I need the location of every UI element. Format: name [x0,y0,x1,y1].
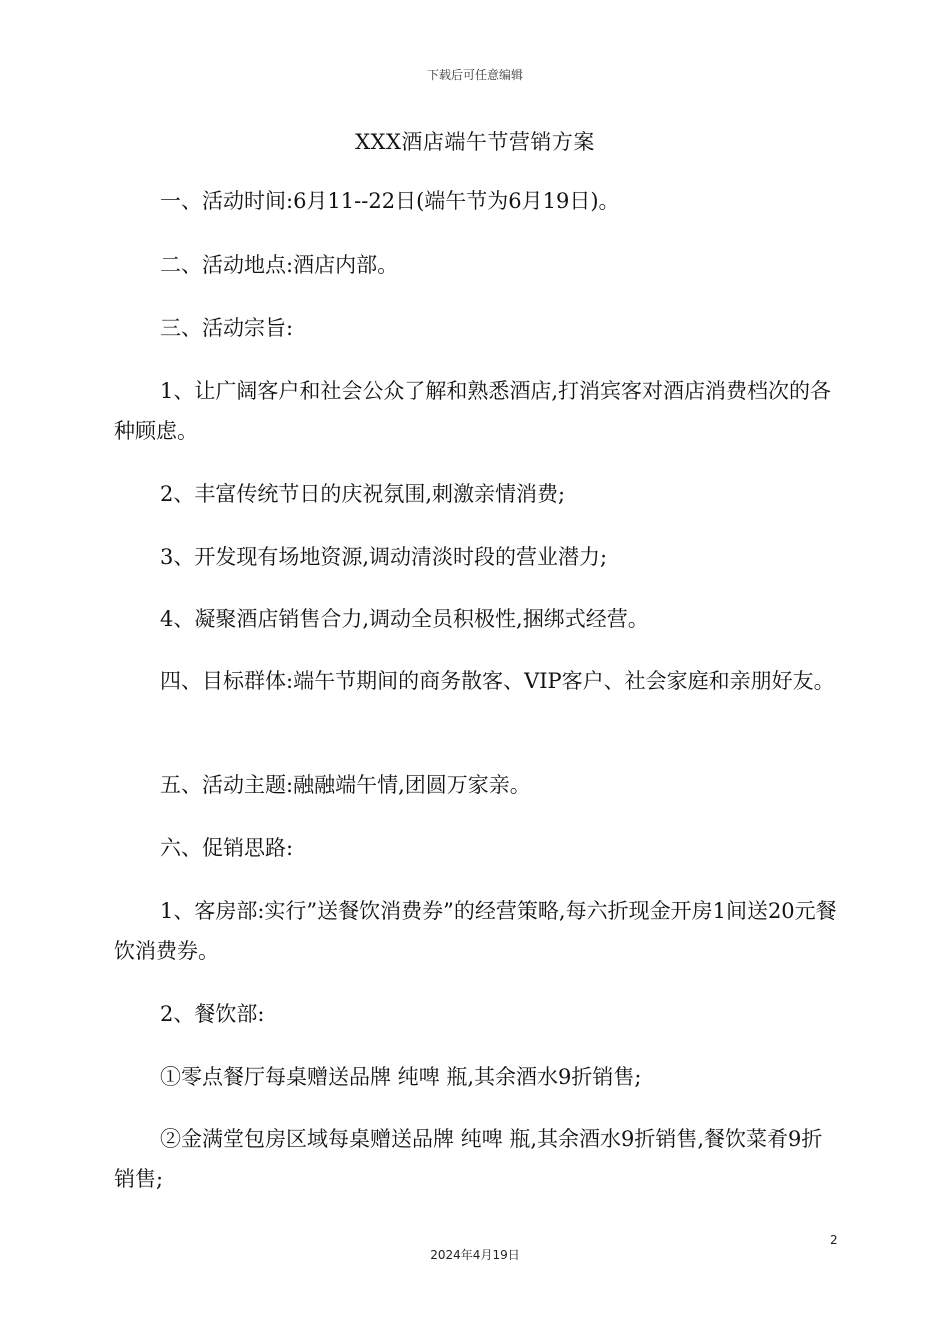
page-number: 2 [830,1233,838,1247]
paragraph-activity-time: 一、活动时间:6月11--22日(端午节为6月19日)。 [160,189,620,213]
paragraph-activity-purpose: 三、活动宗旨: [160,316,294,340]
paragraph-catering-item-1: ①零点餐厅每桌赠送品牌 纯啤 瓶,其余酒水9折销售; [160,1065,642,1089]
paragraph-purpose-1: 1、让广阔客户和社会公众了解和熟悉酒店,打消宾客对酒店消费档次的各种顾虑。 [114,379,832,443]
document-title: XXX酒店端午节营销方案 [355,130,595,154]
footer-date: 2024年4月19日 [430,1248,520,1262]
paragraph-catering-item-2: ②金满堂包房区域每桌赠送品牌 纯啤 瓶,其余酒水9折销售,餐饮菜肴9折销售; [114,1127,823,1191]
paragraph-purpose-3: 3、开发现有场地资源,调动清淡时段的营业潜力; [160,545,608,569]
paragraph-purpose-4: 4、凝聚酒店销售合力,调动全员积极性,捆绑式经营。 [160,607,649,631]
paragraph-activity-location: 二、活动地点:酒店内部。 [160,253,399,277]
header-note: 下载后可任意编辑 [426,68,523,82]
paragraph-promotion-ideas: 六、促销思路: [160,836,294,860]
paragraph-purpose-2: 2、丰富传统节日的庆祝氛围,刺激亲情消费; [160,482,566,506]
paragraph-rooms-dept: 1、客房部:实行”送餐饮消费券”的经营策略,每六折现金开房1间送20元餐饮消费券。 [114,899,837,963]
paragraph-activity-theme: 五、活动主题:融融端午情,团圆万家亲。 [160,773,531,797]
paragraph-target-group: 四、目标群体:端午节期间的商务散客、VIP客户、社会家庭和亲朋好友。 [160,669,835,693]
paragraph-catering-dept: 2、餐饮部: [160,1002,265,1026]
